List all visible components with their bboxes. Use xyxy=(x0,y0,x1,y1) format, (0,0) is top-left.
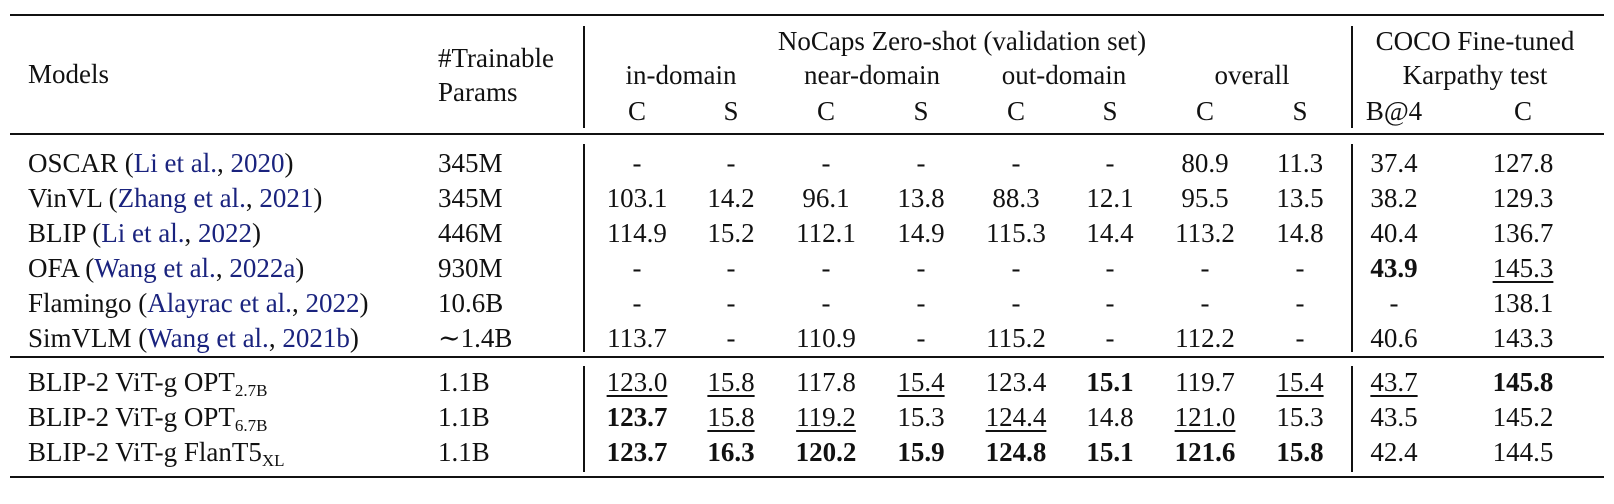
score-cell: - xyxy=(632,253,642,283)
params-cell: 930M xyxy=(438,253,503,283)
score-cell: - xyxy=(916,253,926,283)
score-cell: 123.4 xyxy=(985,367,1047,397)
score-cell: - xyxy=(1200,253,1210,283)
score-cell: - xyxy=(632,288,642,318)
header-group-in-domain: in-domain xyxy=(625,60,737,90)
top-rule xyxy=(10,14,1604,16)
score-cell: - xyxy=(726,253,736,283)
citation-authors: Li et al. xyxy=(101,218,185,248)
header-metric-5: S xyxy=(1102,96,1118,126)
score-cell: 119.7 xyxy=(1175,367,1235,397)
header-group-overall: overall xyxy=(1214,60,1290,90)
nocaps-divider-body xyxy=(583,144,585,352)
score-cell: 117.8 xyxy=(796,367,856,397)
score-cell: 113.7 xyxy=(607,323,667,353)
score-cell: - xyxy=(1105,288,1115,318)
score-cell: 14.8 xyxy=(1086,402,1134,432)
header-metric-8: B@4 xyxy=(1365,96,1423,126)
score-cell: 15.8 xyxy=(707,402,755,432)
score-cell: - xyxy=(726,323,736,353)
score-cell: 14.9 xyxy=(897,218,945,248)
model-label: OSCAR xyxy=(28,148,119,178)
score-cell: - xyxy=(726,288,736,318)
score-cell: 112.1 xyxy=(796,218,856,248)
score-cell: 12.1 xyxy=(1086,183,1134,213)
score-cell: 136.7 xyxy=(1492,218,1554,248)
score-cell: 127.8 xyxy=(1492,148,1554,178)
model-label: Flamingo xyxy=(28,288,132,318)
score-cell: 11.3 xyxy=(1276,148,1324,178)
citation-year: 2021b xyxy=(282,323,350,353)
score-cell: 15.3 xyxy=(1276,402,1324,432)
citation-year: 2022 xyxy=(305,288,360,318)
score-cell: 120.2 xyxy=(795,437,857,467)
score-cell: 115.2 xyxy=(986,323,1046,353)
score-cell: 43.5 xyxy=(1370,402,1418,432)
header-metric-1: S xyxy=(723,96,739,126)
score-cell: 123.7 xyxy=(606,402,668,432)
model-name xyxy=(28,401,268,433)
header-rule xyxy=(10,133,1604,135)
score-cell: - xyxy=(916,148,926,178)
header-params-line2: Params xyxy=(438,77,518,107)
score-cell: - xyxy=(821,253,831,283)
score-cell: - xyxy=(1011,288,1021,318)
header-group-near-domain: near-domain xyxy=(804,60,940,90)
score-cell: 15.1 xyxy=(1086,437,1134,467)
model-name xyxy=(28,366,268,398)
score-cell: 124.4 xyxy=(985,402,1047,432)
score-cell: 143.3 xyxy=(1492,323,1554,353)
score-cell: 145.3 xyxy=(1492,253,1554,283)
score-cell: - xyxy=(632,148,642,178)
score-cell: 40.6 xyxy=(1370,323,1418,353)
score-cell: 123.7 xyxy=(606,437,668,467)
nocaps-divider-blip2 xyxy=(583,366,585,472)
citation-authors: Wang et al. xyxy=(147,323,269,353)
score-cell: 88.3 xyxy=(992,183,1040,213)
score-cell: 13.5 xyxy=(1276,183,1324,213)
citation-year: 2022 xyxy=(197,218,252,248)
model-label: BLIP-2 ViT-g FlanT5 xyxy=(28,437,262,467)
score-cell: 15.2 xyxy=(707,218,755,248)
params-cell: 345M xyxy=(438,148,503,178)
score-cell: 37.4 xyxy=(1370,148,1418,178)
score-cell: 15.4 xyxy=(897,367,945,397)
score-cell: 110.9 xyxy=(796,323,856,353)
score-cell: - xyxy=(1295,253,1305,283)
model-label: BLIP-2 ViT-g OPT xyxy=(28,367,235,397)
score-cell: 15.4 xyxy=(1276,367,1324,397)
group-rule xyxy=(10,356,1604,358)
header-coco-title-line1: COCO Fine-tuned xyxy=(1375,26,1575,56)
score-cell: - xyxy=(1295,323,1305,353)
params-cell: 1.1B xyxy=(438,402,490,432)
header-metric-6: C xyxy=(1195,96,1215,126)
score-cell: 121.6 xyxy=(1174,437,1236,467)
score-cell: 129.3 xyxy=(1492,183,1554,213)
score-cell: 14.8 xyxy=(1276,218,1324,248)
model-size-subscript: XL xyxy=(261,451,285,470)
params-cell: 345M xyxy=(438,183,503,213)
score-cell: - xyxy=(1011,253,1021,283)
score-cell: 124.8 xyxy=(985,437,1047,467)
score-cell: 112.2 xyxy=(1175,323,1235,353)
params-cell: 446M xyxy=(438,218,503,248)
score-cell: - xyxy=(916,323,926,353)
header-group-out-domain: out-domain xyxy=(1001,60,1127,90)
citation-authors: Alayrac et al. xyxy=(147,288,292,318)
model-size-subscript: 2.7B xyxy=(234,381,268,400)
model-label: VinVL xyxy=(28,183,102,213)
score-cell: 14.2 xyxy=(707,183,755,213)
score-cell: 16.3 xyxy=(707,437,755,467)
score-cell: 15.8 xyxy=(707,367,755,397)
params-cell: 1.1B xyxy=(438,367,490,397)
score-cell: 43.7 xyxy=(1370,367,1418,397)
params-cell: 10.6B xyxy=(438,288,504,318)
score-cell: 15.9 xyxy=(897,437,945,467)
header-metric-4: C xyxy=(1006,96,1026,126)
citation-year: 2022a xyxy=(229,253,296,283)
score-cell: - xyxy=(1200,288,1210,318)
score-cell: - xyxy=(916,288,926,318)
score-cell: 15.1 xyxy=(1086,367,1134,397)
header-metric-9: C xyxy=(1513,96,1533,126)
header-metric-2: C xyxy=(816,96,836,126)
coco-divider-body xyxy=(1351,144,1353,352)
score-cell: 15.3 xyxy=(897,402,945,432)
score-cell: - xyxy=(821,148,831,178)
score-cell: 144.5 xyxy=(1492,437,1554,467)
citation-authors: Wang et al. xyxy=(94,253,216,283)
model-name: VinVL (Zhang et al., 2021) xyxy=(28,183,323,213)
model-name: SimVLM (Wang et al., 2021b) xyxy=(28,323,359,353)
citation-year: 2021 xyxy=(259,183,314,213)
score-cell: 145.8 xyxy=(1492,367,1554,397)
score-cell: 95.5 xyxy=(1181,183,1229,213)
header-coco-title-line2: Karpathy test xyxy=(1402,60,1548,90)
params-cell: 1.1B xyxy=(438,437,490,467)
score-cell: 121.0 xyxy=(1174,402,1236,432)
score-cell: 96.1 xyxy=(802,183,850,213)
header-nocaps-title: NoCaps Zero-shot (validation set) xyxy=(777,26,1147,56)
score-cell: 123.0 xyxy=(606,367,668,397)
header-params-line1: #Trainable xyxy=(438,43,554,73)
nocaps-divider-header xyxy=(583,26,585,128)
score-cell: 42.4 xyxy=(1370,437,1418,467)
score-cell: 119.2 xyxy=(796,402,856,432)
bottom-rule xyxy=(10,476,1604,478)
score-cell: 43.9 xyxy=(1370,253,1418,283)
score-cell: - xyxy=(821,288,831,318)
model-size-subscript: 6.7B xyxy=(234,416,268,435)
score-cell: - xyxy=(1105,323,1115,353)
header-models: Models xyxy=(28,59,109,89)
citation-year: 2020 xyxy=(230,148,285,178)
score-cell: 15.8 xyxy=(1276,437,1324,467)
score-cell: 103.1 xyxy=(606,183,668,213)
params-cell: ∼1.4B xyxy=(438,323,513,353)
model-label: SimVLM xyxy=(28,323,132,353)
score-cell: 13.8 xyxy=(897,183,945,213)
score-cell: 80.9 xyxy=(1181,148,1229,178)
header-metric-3: S xyxy=(913,96,929,126)
citation-authors: Li et al. xyxy=(133,148,217,178)
model-name: BLIP (Li et al., 2022) xyxy=(28,218,261,248)
model-name: Flamingo (Alayrac et al., 2022) xyxy=(28,288,369,318)
score-cell: 138.1 xyxy=(1492,288,1554,318)
citation-authors: Zhang et al. xyxy=(117,183,246,213)
header-metric-7: S xyxy=(1292,96,1308,126)
score-cell: 40.4 xyxy=(1370,218,1418,248)
score-cell: - xyxy=(726,148,736,178)
score-cell: 38.2 xyxy=(1370,183,1418,213)
score-cell: 14.4 xyxy=(1086,218,1134,248)
model-name: OFA (Wang et al., 2022a) xyxy=(28,253,305,283)
model-name xyxy=(28,436,285,468)
model-label: BLIP xyxy=(28,218,86,248)
header-metric-0: C xyxy=(627,96,647,126)
score-cell: - xyxy=(1105,148,1115,178)
model-name: OSCAR (Li et al., 2020) xyxy=(28,148,294,178)
coco-divider-blip2 xyxy=(1351,366,1353,472)
model-label: OFA xyxy=(28,253,79,283)
score-cell: - xyxy=(1295,288,1305,318)
score-cell: 115.3 xyxy=(986,218,1046,248)
score-cell: - xyxy=(1011,148,1021,178)
score-cell: - xyxy=(1389,288,1399,318)
model-label: BLIP-2 ViT-g OPT xyxy=(28,402,235,432)
score-cell: 145.2 xyxy=(1492,402,1554,432)
score-cell: 114.9 xyxy=(607,218,667,248)
score-cell: 113.2 xyxy=(1175,218,1235,248)
coco-divider-header xyxy=(1351,26,1353,128)
score-cell: - xyxy=(1105,253,1115,283)
